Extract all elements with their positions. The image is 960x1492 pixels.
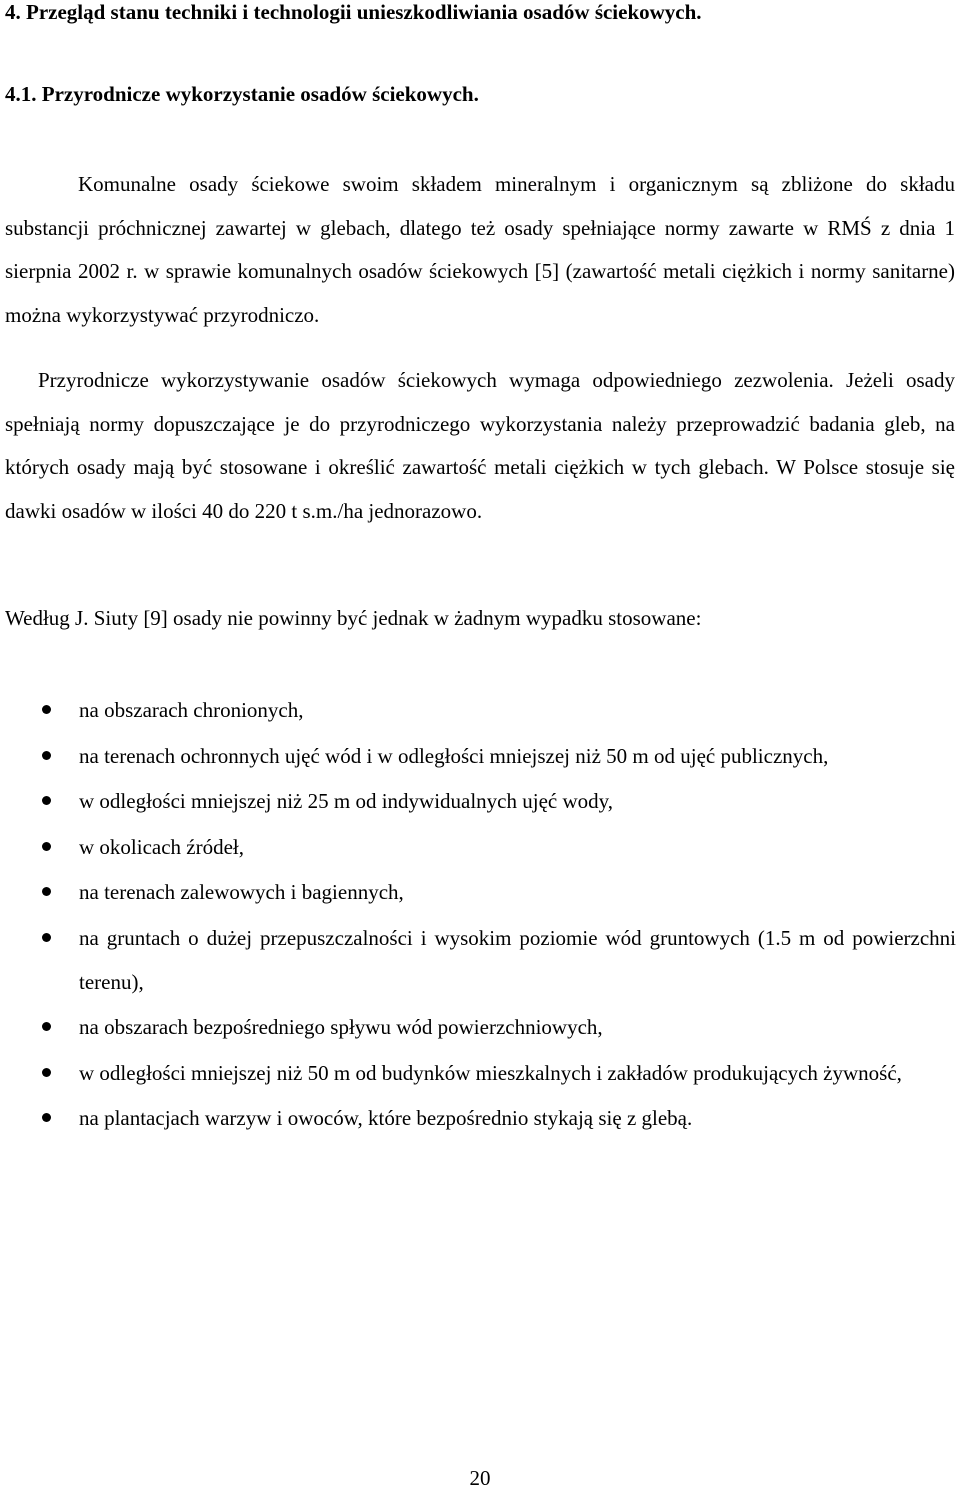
bullet-icon bbox=[42, 1022, 51, 1031]
list-item bbox=[0, 870, 956, 914]
section-heading: 4. Przegląd stanu techniki i technologii unieszkodliwiania osadów ściekowych. bbox=[5, 0, 702, 24]
list-item-text: w odległości mniejszej niż 25 m od indywidualnych ujęć wody, bbox=[79, 789, 614, 813]
paragraph-intro: Komunalne osady ściekowe swoim składem mineralnym i organicznym są zbliżone do składu substancji próchnicznej zawartej w glebach, dlatego też osady spełniające normy zawarte w RMŚ z dnia 1 sierpnia 2002 r. w sprawie komunalnych osadów ściekowych [5] (zawartość metali ciężkich i normy sanitarne) można wykorzystywać przyrodniczo. bbox=[5, 172, 955, 327]
list-item-text: w okolicach źródeł, bbox=[79, 834, 245, 859]
list-item-text: na plantacjach warzyw i owoców, które bezpośrednio stykają się z glebą. bbox=[79, 1106, 693, 1130]
list-item bbox=[0, 825, 956, 869]
page-number: 20 bbox=[469, 1466, 491, 1490]
subsection-heading: 4.1. Przyrodnicze wykorzystanie osadów ściekowych. bbox=[5, 82, 479, 106]
bullet-icon bbox=[42, 1113, 51, 1122]
list-item-text: na obszarach bezpośredniego spływu wód powierzchniowych, bbox=[79, 1015, 603, 1039]
list-item bbox=[0, 1096, 956, 1140]
bullet-icon bbox=[42, 705, 51, 714]
bullet-icon bbox=[42, 933, 51, 942]
list-item-text: w odległości mniejszej niż 50 m od budynków mieszkalnych i zakładów produkujących żywność, bbox=[79, 1060, 902, 1085]
list-item bbox=[0, 734, 956, 778]
paragraph-list-lead: Według J. Siuty [9] osady nie powinny być jednak w żadnym wypadku stosowane: bbox=[5, 606, 702, 630]
list-item bbox=[0, 779, 956, 823]
bullet-icon bbox=[42, 796, 51, 805]
paragraph-permit: Przyrodnicze wykorzystywanie osadów ściekowych wymaga odpowiedniego zezwolenia. Jeżeli osady spełniają normy dopuszczające je do przyrodniczego wykorzystania należy przeprowadzić badania gleb, na których osady mają być stosowane i określić zawartość metali ciężkich w tych glebach. W Polsce stosuje się dawki osadów w ilości 40 do 220 t s.m./ha jednorazowo. bbox=[5, 368, 955, 523]
bullet-icon bbox=[42, 751, 51, 760]
list-item bbox=[0, 1051, 956, 1095]
list-item-text: na terenach zalewowych i bagiennych, bbox=[79, 880, 404, 904]
bullet-icon bbox=[42, 1068, 51, 1077]
list-item bbox=[0, 916, 956, 1004]
list-item-text: na terenach ochronnych ujęć wód i w odległości mniejszej niż 50 m od ujęć publicznych, bbox=[79, 743, 829, 768]
list-item-text: na gruntach o dużej przepuszczalności i wysokim poziomie wód gruntowych (1.5 m od powierzchni terenu), bbox=[79, 925, 956, 994]
bullet-icon bbox=[42, 887, 51, 896]
list-item-text: na obszarach chronionych, bbox=[79, 698, 304, 722]
list-item bbox=[0, 688, 956, 732]
bullet-icon bbox=[42, 842, 51, 851]
list-item bbox=[0, 1005, 956, 1049]
restriction-list bbox=[0, 688, 960, 1142]
